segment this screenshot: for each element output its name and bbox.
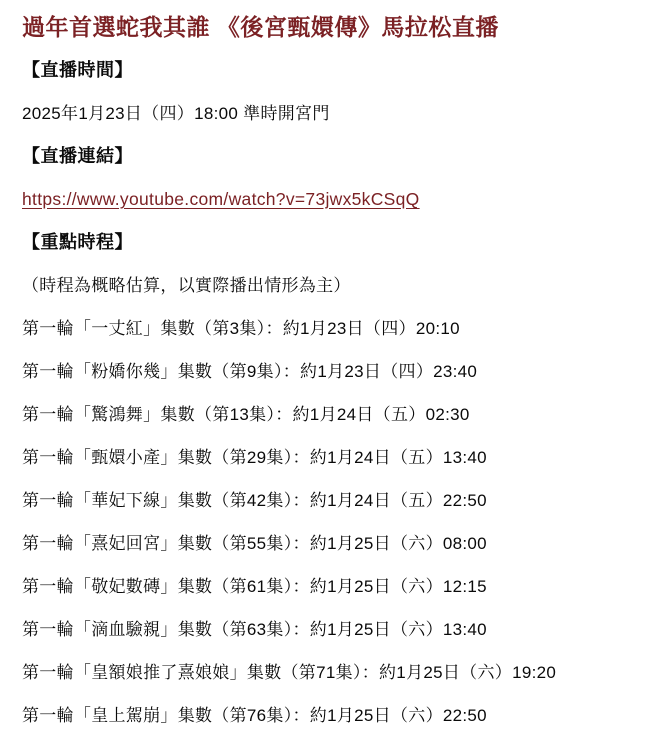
section-heading-broadcast-time: 【直播時間】 bbox=[22, 60, 133, 80]
section-heading-schedule: 【重點時程】 bbox=[22, 232, 133, 252]
schedule-item: 第一輪「一丈紅」集數（第3集）：約1月23日（四）20:10 bbox=[22, 319, 460, 338]
schedule-item: 第一輪「粉嬌你幾」集數（第9集）：約1月23日（四）23:40 bbox=[22, 362, 478, 381]
broadcast-link-row bbox=[22, 178, 626, 221]
broadcast-time-value: 2025年1月23日（四）18:00 準時開宮門 bbox=[22, 104, 330, 123]
schedule-item: 第一輪「皇上駕崩」集數（第76集）：約1月25日（六）22:50 bbox=[22, 706, 487, 725]
section-heading-broadcast-link: 【直播連結】 bbox=[22, 146, 133, 166]
schedule-item: 第一輪「華妃下線」集數（第42集）：約1月24日（五）22:50 bbox=[22, 491, 487, 510]
schedule-item: 第一輪「驚鴻舞」集數（第13集）：約1月24日（五）02:30 bbox=[22, 405, 470, 424]
schedule-item: 第一輪「甄嬛小產」集數（第29集）：約1月24日（五）13:40 bbox=[22, 448, 487, 467]
schedule-item: 第一輪「熹妃回宮」集數（第55集）：約1月25日（六）08:00 bbox=[22, 534, 487, 553]
schedule-item: 第一輪「皇額娘推了熹娘娘」集數（第71集）：約1月25日（六）19:20 bbox=[22, 663, 557, 682]
page-title: 過年首選蛇我其誰 《後宮甄嬛傳》馬拉松直播 bbox=[22, 14, 499, 40]
youtube-link[interactable]: https://www.youtube.com/watch?v=73jwx5kCSqQ bbox=[22, 189, 420, 209]
schedule-item: 第一輪「滴血驗親」集數（第63集）：約1月25日（六）13:40 bbox=[22, 620, 487, 639]
schedule-item: 第一輪「敬妃數磚」集數（第61集）：約1月25日（六）12:15 bbox=[22, 577, 487, 596]
schedule-note: （時程為概略估算，以實際播出情形為主） bbox=[22, 276, 351, 295]
